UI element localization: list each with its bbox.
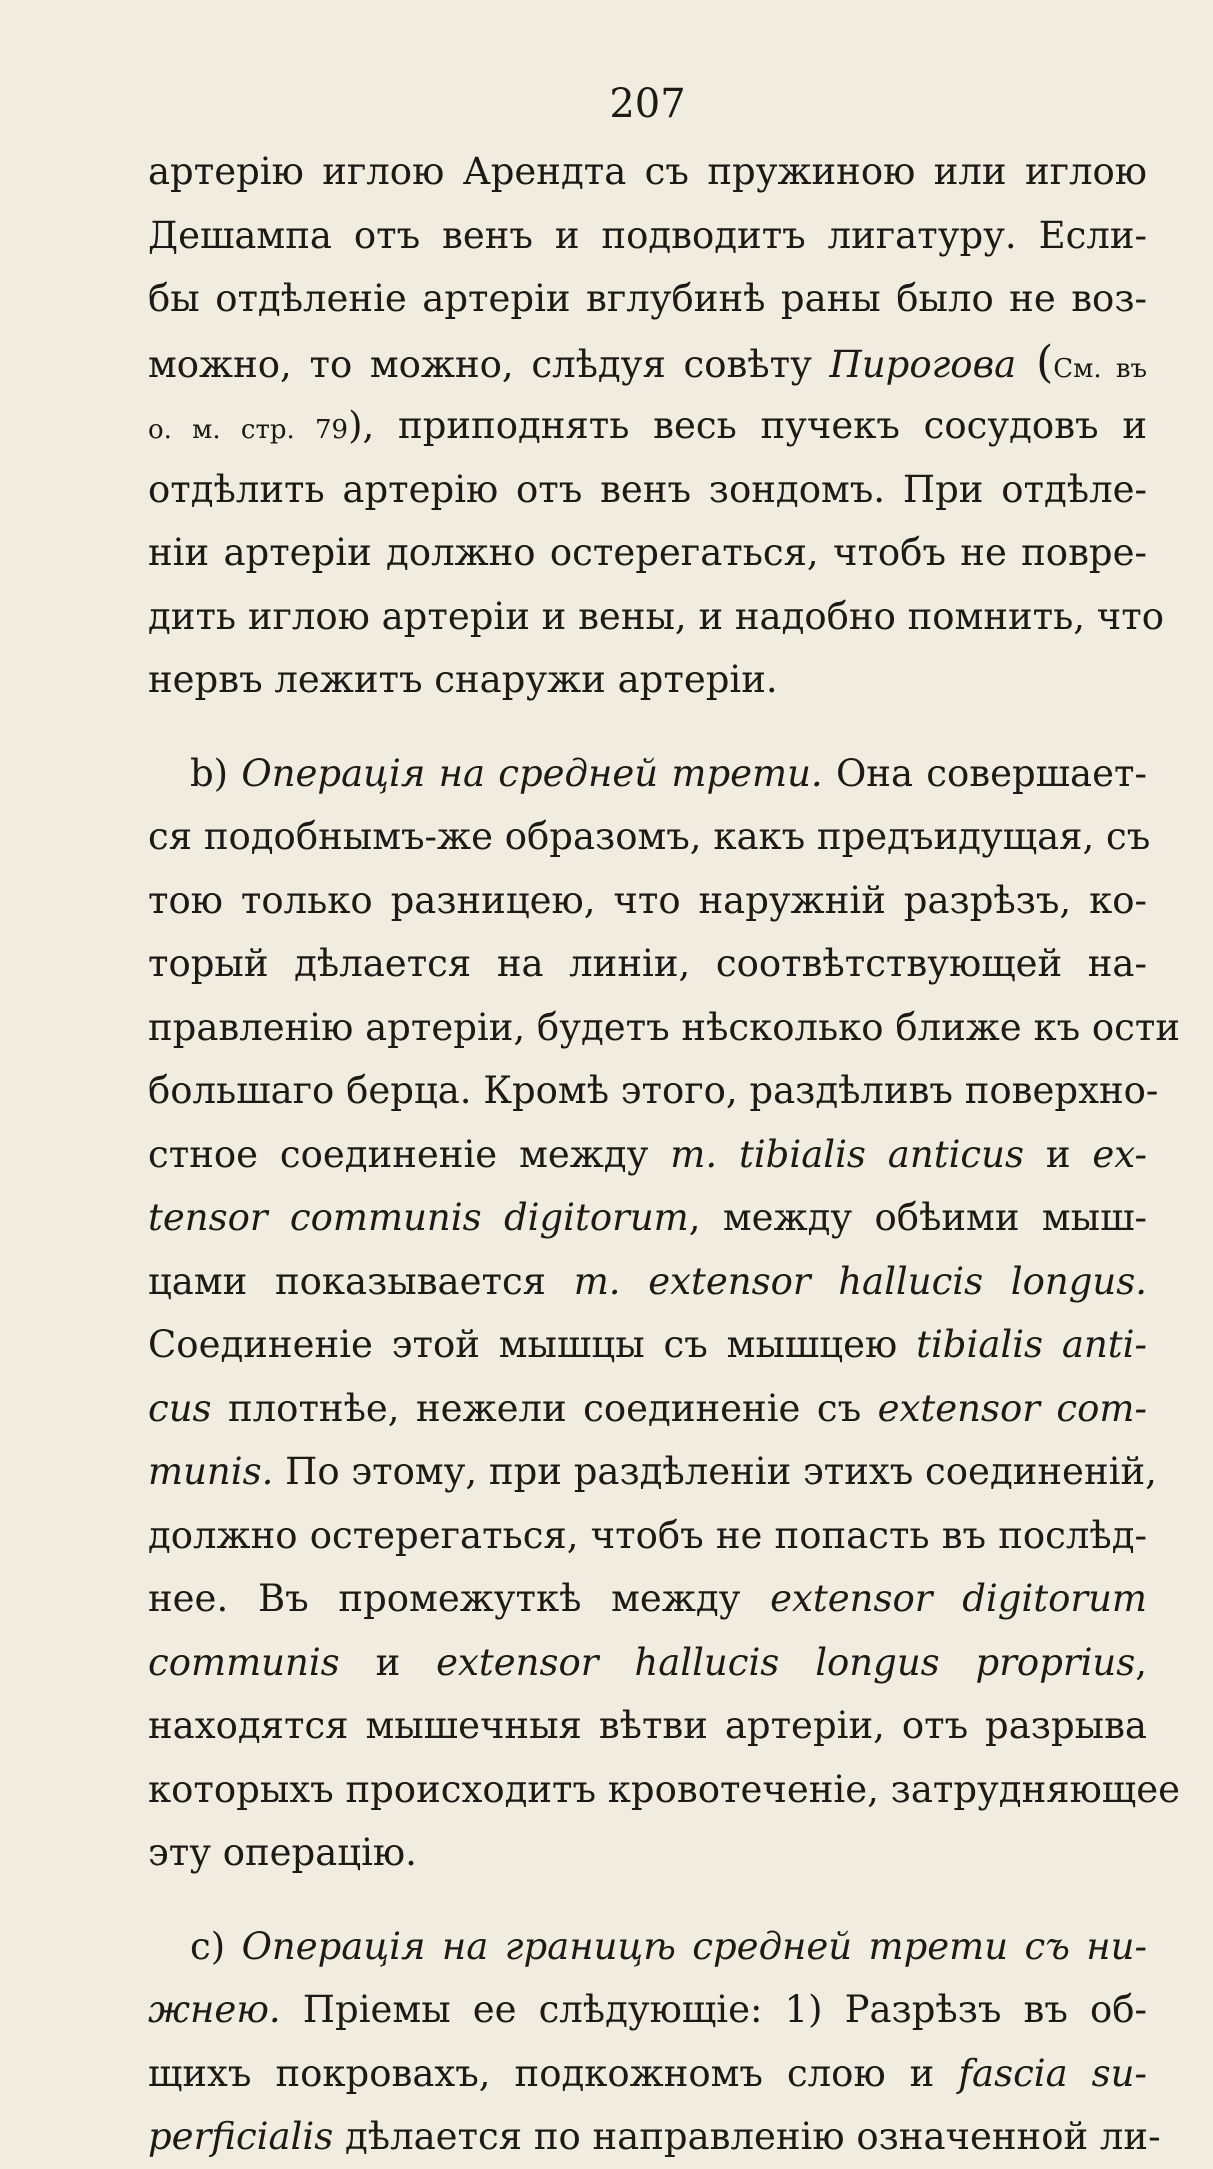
latin-term: fascia su- xyxy=(958,2051,1147,2095)
text-line: бы отдѣленіе артеріи вглубинѣ раны было не воз- xyxy=(148,277,1147,320)
text-line: щихъ покровахъ, подкожномъ слою и fascia su- xyxy=(148,2051,1147,2095)
text-line: которыхъ происходитъ кровотеченіе, затрудняющее xyxy=(148,1767,1180,1811)
latin-term: communis xyxy=(148,1640,340,1684)
text-line: communis и extensor hallucis longus proprius, xyxy=(148,1640,1147,1684)
latin-term: extensor digitorum xyxy=(770,1577,1147,1620)
text-line: b) Операція на средней трети. Она совершает- xyxy=(190,751,1147,795)
paragraph-middle-third-operation xyxy=(148,742,1181,1885)
latin-term: cus xyxy=(148,1386,212,1430)
text-line: находятся мышечныя вѣтви артеріи, отъ разрыва xyxy=(148,1704,1147,1747)
paragraph-artery-separation xyxy=(148,140,1165,712)
text-line: ся подобнымъ-же образомъ, какъ предъидущая, съ xyxy=(148,815,1151,858)
text-line: Соединеніе этой мышцы съ мышцею tibialis anti- xyxy=(148,1323,1148,1366)
latin-term: tensor communis digitorum xyxy=(148,1196,689,1239)
text-line: торый дѣлается на линіи, соотвѣтствующей на- xyxy=(148,942,1147,985)
latin-term: m. tibialis anticus xyxy=(670,1132,1024,1176)
text-line: большаго берца. Кромѣ этого, раздѣливъ поверхно- xyxy=(148,1069,1159,1112)
text-line: жнею. Пріемы ее слѣдующіе: 1) Разрѣзъ въ об- xyxy=(148,1988,1147,2031)
text-line: cus плотнѣе, нежели соединеніе съ extensor com- xyxy=(148,1386,1148,1430)
text-line: c) Операція на границѣ средней трети съ ни- xyxy=(190,1924,1147,1968)
text-line: perficialis дѣлается по направленію означенной ли- xyxy=(148,2115,1161,2158)
reference-note: о. м. стр. 79 xyxy=(148,415,349,445)
text-line: нервъ лежитъ снаружи артеріи. xyxy=(148,658,778,701)
latin-term: perficialis xyxy=(148,2115,334,2158)
text-line: цами показывается m. extensor hallucis longus. xyxy=(148,1259,1147,1303)
text-line: tensor communis digitorum, между обѣими мыш- xyxy=(148,1196,1148,1239)
text-line: эту операцію. xyxy=(148,1831,417,1874)
latin-term: extensor hallucis longus proprius xyxy=(436,1640,1136,1684)
text-line: о. м. стр. 79), приподнять весь пучекъ сосудовъ и xyxy=(148,404,1147,447)
text-line: правленію артеріи, будетъ нѣсколько ближе къ ости xyxy=(148,1005,1181,1049)
paragraph-lower-boundary-operation xyxy=(148,1915,1161,2169)
text-line: должно остерегаться, чтобъ не попасть въ послѣд- xyxy=(148,1513,1147,1557)
text-line: нее. Въ промежуткѣ между extensor digitorum xyxy=(148,1577,1147,1620)
section-heading: Операція на границѣ средней трети съ ни- xyxy=(241,1924,1147,1968)
text-line: тою только разницею, что наружній разрѣзъ, ко- xyxy=(148,878,1147,922)
page-number: 207 xyxy=(609,81,686,127)
author-name: Пирогова xyxy=(829,342,1017,386)
text-line: отдѣлить артерію отъ венъ зондомъ. При отдѣле- xyxy=(148,467,1147,511)
text-line: стное соединеніе между m. tibialis anticus и ex- xyxy=(148,1132,1148,1176)
reference-note: См. въ xyxy=(1053,353,1148,384)
text-line: ніи артеріи должно остерегаться, чтобъ не повре- xyxy=(148,531,1147,574)
latin-term: m. extensor hallucis longus. xyxy=(573,1259,1147,1303)
text-line: дить иглою артеріи и вены, и надобно помнить, что xyxy=(148,594,1165,638)
text-line: munis. По этому, при раздѣленіи этихъ соединеній, xyxy=(148,1450,1157,1493)
latin-term: tibialis anti- xyxy=(916,1323,1148,1366)
text-line: артерію иглою Арендта съ пружиною или иглою xyxy=(148,150,1147,193)
latin-term: extensor com- xyxy=(877,1386,1148,1430)
text-line: Дешампа отъ венъ и подводитъ лигатуру. Если- xyxy=(148,213,1147,257)
text-line: можно, то можно, слѣдуя совѣту Пирогова (См. въ xyxy=(148,336,1148,388)
latin-term: ex- xyxy=(1092,1132,1148,1176)
section-heading: жнею. xyxy=(148,1988,281,2031)
paragraph-gap xyxy=(148,1885,1147,1915)
paragraph-gap xyxy=(148,712,1147,742)
section-heading: Операція на средней трети. xyxy=(241,751,823,795)
latin-term: munis. xyxy=(148,1450,274,1493)
